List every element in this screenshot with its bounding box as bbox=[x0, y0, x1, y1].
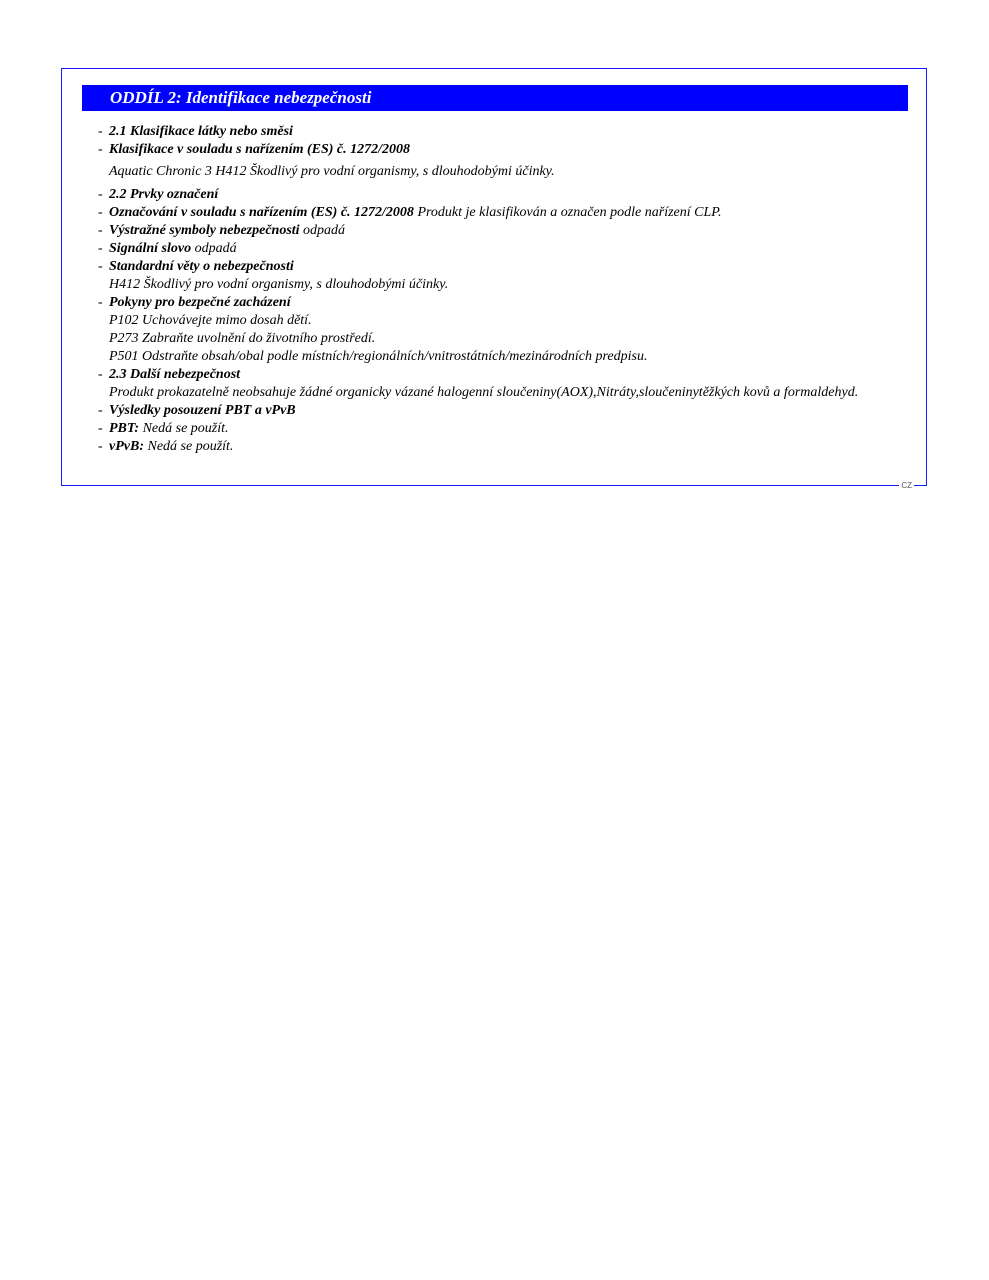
classification-heading: 2.1 Klasifikace látky nebo směsi bbox=[109, 124, 293, 139]
other-hazards-heading: 2.3 Další nebezpečnost bbox=[109, 367, 241, 382]
vpvb-text: Nedá se použít. bbox=[143, 439, 234, 454]
signal-word-text: odpadá bbox=[191, 241, 237, 256]
clp-labelling-text: Produkt je klasifikován a označen podle nařízení CLP. bbox=[413, 205, 722, 220]
clp-labelling-heading: Označování v souladu s nařízením (ES) č. 1272/2008 bbox=[109, 205, 414, 220]
aquatic-classification: Aquatic Chronic 3 H412 Škodlivý pro vodní organismy, s dlouhodobými účinky. bbox=[109, 164, 555, 179]
pbt-text: Nedá se použít. bbox=[139, 421, 229, 436]
clp-classification-row: - Klasifikace v souladu s nařízením (ES) č. 1272/2008 bbox=[98, 142, 411, 157]
hazard-statements-heading: Standardní věty o nebezpečnosti bbox=[109, 259, 294, 274]
hazard-pictograms-text: odpadá bbox=[299, 223, 346, 238]
vpvb-row: - vPvB: Nedá se použít. bbox=[98, 439, 234, 454]
signal-word-heading: Signální slovo bbox=[109, 241, 192, 256]
other-hazards-text: Produkt prokazatelně neobsahuje žádné organicky vázané halogenní sloučeniny(AOX),Nitráty,sloučeninytěžkých kovů a formaldehyd. bbox=[109, 385, 859, 400]
hazard-pictograms-row: - Výstražné symboly nebezpečnosti odpadá bbox=[98, 223, 346, 238]
hazard-pictograms-heading: Výstražné symboly nebezpečnosti bbox=[109, 223, 300, 238]
clp-classification-heading: Klasifikace v souladu s nařízením (ES) č. 1272/2008 bbox=[109, 142, 411, 157]
signal-word-row: - Signální slovo odpadá bbox=[98, 241, 237, 256]
label-elements-heading: 2.2 Prvky označení bbox=[109, 187, 219, 202]
precautionary-heading: Pokyny pro bezpečné zacházení bbox=[109, 295, 291, 310]
label-elements-row: - 2.2 Prvky označení bbox=[98, 187, 219, 202]
hazard-statements-row: - Standardní věty o nebezpečnosti bbox=[98, 259, 294, 274]
section-content bbox=[98, 123, 910, 456]
precautionary-row: - Pokyny pro bezpečné zacházení bbox=[98, 295, 291, 310]
vpvb-label: vPvB: bbox=[109, 439, 144, 454]
section-title: ODDÍL 2: Identifikace nebezpečnosti bbox=[82, 85, 908, 111]
pbt-row: - PBT: Nedá se použít. bbox=[98, 421, 229, 436]
precautionary-p273: P273 Zabraňte uvolnění do životního prostředí. bbox=[109, 331, 376, 346]
pbt-label: PBT: bbox=[109, 421, 140, 436]
precautionary-p501: P501 Odstraňte obsah/obal podle místních/regionálních/vnitrostátních/mezinárodních predpisu. bbox=[109, 349, 648, 364]
pbt-vpvb-heading: Výsledky posouzení PBT a vPvB bbox=[109, 403, 296, 418]
other-hazards-row: - 2.3 Další nebezpečnost bbox=[98, 367, 241, 382]
precautionary-p102: P102 Uchovávejte mimo dosah dětí. bbox=[109, 313, 312, 328]
section-2-box bbox=[61, 68, 927, 490]
classification-row: - 2.1 Klasifikace látky nebo směsi bbox=[98, 124, 293, 139]
hazard-statement-h412: H412 Škodlivý pro vodní organismy, s dlouhodobými účinky. bbox=[109, 277, 449, 292]
country-code-tag: CZ bbox=[901, 481, 912, 490]
pbt-vpvb-row: - Výsledky posouzení PBT a vPvB bbox=[98, 403, 296, 418]
clp-labelling-row: - Označování v souladu s nařízením (ES) č. 1272/2008 Produkt je klasifikován a označen podle nařízení CLP. bbox=[98, 205, 722, 220]
